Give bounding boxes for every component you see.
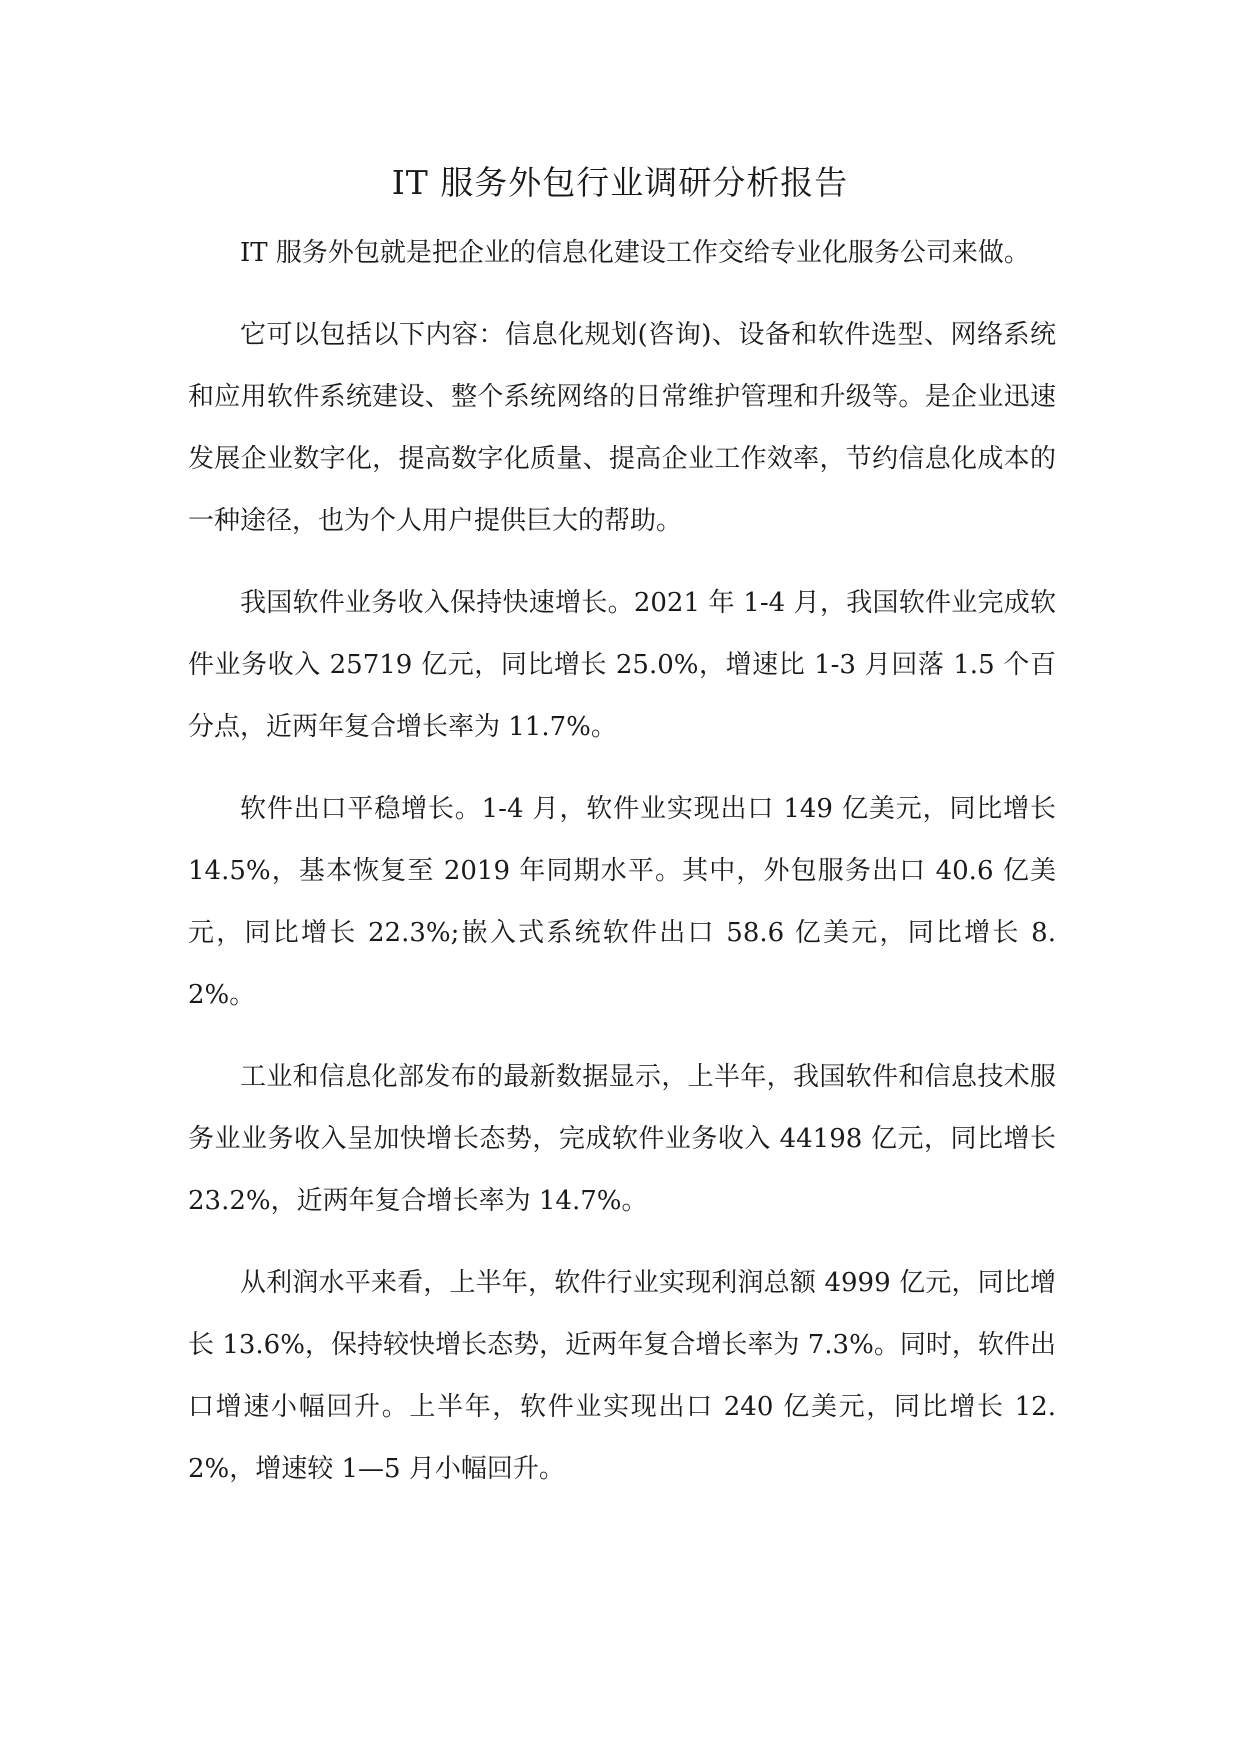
document-body <box>188 222 1056 1520</box>
paragraph-definition: IT 服务外包就是把企业的信息化建设工作交给专业化服务公司来做。 <box>240 238 1030 268</box>
paragraph-profit: 从利润水平来看，上半年，软件行业实现利润总额 4999 亿元，同比增长 13.6%，保持较快增长态势，近两年复合增长率为 7.3%。同时，软件出口增速小幅回升。上半年，软件业实现出口 240 亿美元，同比增长 12.2%，增速较 1—5 月小幅回升。 <box>188 1268 1056 1484</box>
paragraph-scope: 它可以包括以下内容：信息化规划(咨询)、设备和软件选型、网络系统和应用软件系统建设、整个系统网络的日常维护管理和升级等。是企业迅速发展企业数字化，提高数字化质量、提高企业工作效率，节约信息化成本的一种途径，也为个人用户提供巨大的帮助。 <box>188 320 1056 536</box>
paragraph-half-year-revenue: 工业和信息化部发布的最新数据显示，上半年，我国软件和信息技术服务业业务收入呈加快增长态势，完成软件业务收入 44198 亿元，同比增长 23.2%，近两年复合增长率为 14.7%。 <box>188 1062 1056 1216</box>
paragraph-software-revenue: 我国软件业务收入保持快速增长。2021 年 1-4 月，我国软件业完成软件业务收入 25719 亿元，同比增长 25.0%，增速比 1-3 月回落 1.5 个百分点，近两年复合增长率为 11.7%。 <box>188 588 1056 742</box>
paragraph-software-export: 软件出口平稳增长。1-4 月，软件业实现出口 149 亿美元，同比增长 14.5%，基本恢复至 2019 年同期水平。其中，外包服务出口 40.6 亿美元，同比增长 22.3%;嵌入式系统软件出口 58.6 亿美元，同比增长 8.2%。 <box>188 794 1056 1010</box>
document-title: IT 服务外包行业调研分析报告 <box>391 163 849 202</box>
